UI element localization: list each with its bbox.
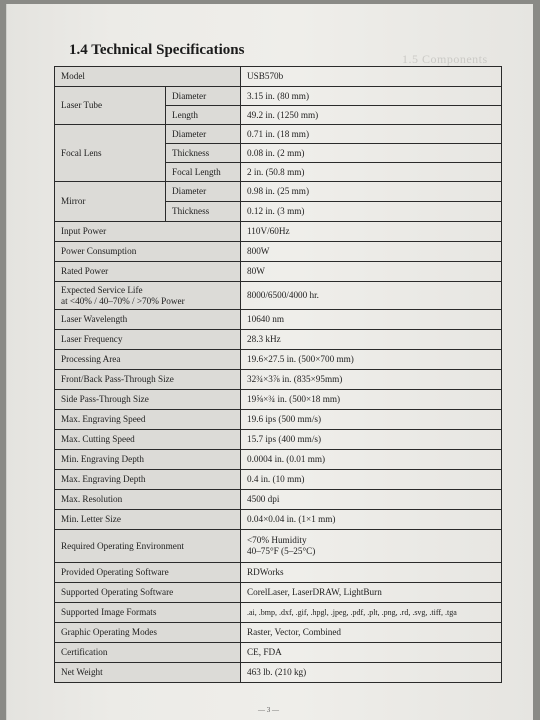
spec-label: Supported Image Formats (55, 603, 241, 623)
spec-value: 15.7 ips (400 mm/s) (241, 430, 502, 450)
page-number: — 3 — (258, 706, 279, 714)
table-row (55, 603, 502, 623)
spec-label: Laser Frequency (55, 330, 241, 350)
spec-label: Max. Resolution (55, 490, 241, 510)
spec-sublabel: Focal Length (166, 163, 241, 182)
table-row (55, 530, 502, 563)
spec-label: Rated Power (55, 262, 241, 282)
spec-label-line: Expected Service Life (61, 284, 143, 295)
spec-value: 19.6×27.5 in. (500×700 mm) (241, 350, 502, 370)
table-row (55, 430, 502, 450)
table-row (55, 510, 502, 530)
spec-value-line: 40–75°F (5–25°C) (247, 546, 316, 556)
spec-value: 110V/60Hz (241, 222, 502, 242)
spec-value: CE, FDA (241, 643, 502, 663)
spec-label: Processing Area (55, 350, 241, 370)
spec-label: Input Power (55, 222, 241, 242)
spec-group-label: Focal Lens (55, 125, 166, 182)
spec-label: Graphic Operating Modes (55, 623, 241, 643)
table-row (55, 623, 502, 643)
table-row (55, 222, 502, 242)
spec-value: 8000/6500/4000 hr. (241, 282, 502, 310)
spec-value: 19.6 ips (500 mm/s) (241, 410, 502, 430)
spec-label: Net Weight (55, 663, 241, 683)
table-row (55, 242, 502, 262)
spec-sublabel: Thickness (166, 202, 241, 222)
spec-group-label: Mirror (55, 182, 166, 222)
table-row (55, 410, 502, 430)
spec-label: Front/Back Pass-Through Size (55, 370, 241, 390)
spec-label: Provided Operating Software (55, 563, 241, 583)
spec-sublabel: Thickness (166, 144, 241, 163)
spec-value: 10640 nm (241, 310, 502, 330)
spec-value: 4500 dpi (241, 490, 502, 510)
spec-label: Side Pass-Through Size (55, 390, 241, 410)
table-row (55, 282, 502, 310)
table-row (55, 370, 502, 390)
spec-label: Laser Wavelength (55, 310, 241, 330)
spec-value: 0.08 in. (2 mm) (241, 144, 502, 163)
spec-value: 0.12 in. (3 mm) (241, 202, 502, 222)
spec-label: Max. Engraving Depth (55, 470, 241, 490)
table-row (55, 310, 502, 330)
table-row (55, 563, 502, 583)
spec-value (241, 530, 502, 563)
spec-label: Model (55, 67, 241, 87)
spec-label-line: at <40% / 40–70% / >70% Power (61, 295, 185, 306)
table-row (55, 182, 502, 202)
spec-label: Power Consumption (55, 242, 241, 262)
table-row (55, 490, 502, 510)
spec-value: USB570b (241, 67, 502, 87)
table-row (55, 262, 502, 282)
spec-value: CorelLaser, LaserDRAW, LightBurn (241, 583, 502, 603)
spec-value: 32¾×3⅞ in. (835×95mm) (241, 370, 502, 390)
table-row (55, 390, 502, 410)
spec-sublabel: Diameter (166, 125, 241, 144)
spec-value: 49.2 in. (1250 mm) (241, 106, 502, 125)
spec-group-label: Laser Tube (55, 87, 166, 125)
spec-sublabel: Diameter (166, 182, 241, 202)
table-row (55, 67, 502, 87)
table-row (55, 87, 502, 106)
table-row (55, 350, 502, 370)
spec-value: 19⅝×¾ in. (500×18 mm) (241, 390, 502, 410)
table-row (55, 125, 502, 144)
spec-value: 0.0004 in. (0.01 mm) (241, 450, 502, 470)
spec-label: Required Operating Environment (55, 530, 241, 563)
table-row (55, 450, 502, 470)
spec-value: 800W (241, 242, 502, 262)
spec-label: Min. Letter Size (55, 510, 241, 530)
spec-table (54, 66, 502, 683)
spec-label: Max. Cutting Speed (55, 430, 241, 450)
bleed-through-heading: 1.5 Components (402, 52, 488, 66)
table-row (55, 330, 502, 350)
spec-sublabel: Diameter (166, 87, 241, 106)
table-row (55, 663, 502, 683)
spec-label: Certification (55, 643, 241, 663)
spec-value-line: <70% Humidity (247, 535, 307, 546)
spec-label: Supported Operating Software (55, 583, 241, 603)
spec-value: .ai, .bmp, .dxf, .gif, .hpgl, .jpeg, .pdf, .plt, .png, .rd, .svg, .tiff, .tga (241, 603, 502, 623)
spec-sublabel: Length (166, 106, 241, 125)
table-row (55, 643, 502, 663)
spec-value: 28.3 kHz (241, 330, 502, 350)
spec-value: 80W (241, 262, 502, 282)
spec-label (55, 282, 241, 310)
section-title: 1.4 Technical Specifications (69, 42, 245, 58)
spec-value: 3.15 in. (80 mm) (241, 87, 502, 106)
spec-value: 0.04×0.04 in. (1×1 mm) (241, 510, 502, 530)
spec-value: 463 lb. (210 kg) (241, 663, 502, 683)
spec-value: 0.98 in. (25 mm) (241, 182, 502, 202)
table-row (55, 583, 502, 603)
spec-value: Raster, Vector, Combined (241, 623, 502, 643)
spec-value: 2 in. (50.8 mm) (241, 163, 502, 182)
spec-value: 0.4 in. (10 mm) (241, 470, 502, 490)
spec-label: Max. Engraving Speed (55, 410, 241, 430)
spec-label: Min. Engraving Depth (55, 450, 241, 470)
spec-value: RDWorks (241, 563, 502, 583)
spec-value: 0.71 in. (18 mm) (241, 125, 502, 144)
table-row (55, 470, 502, 490)
